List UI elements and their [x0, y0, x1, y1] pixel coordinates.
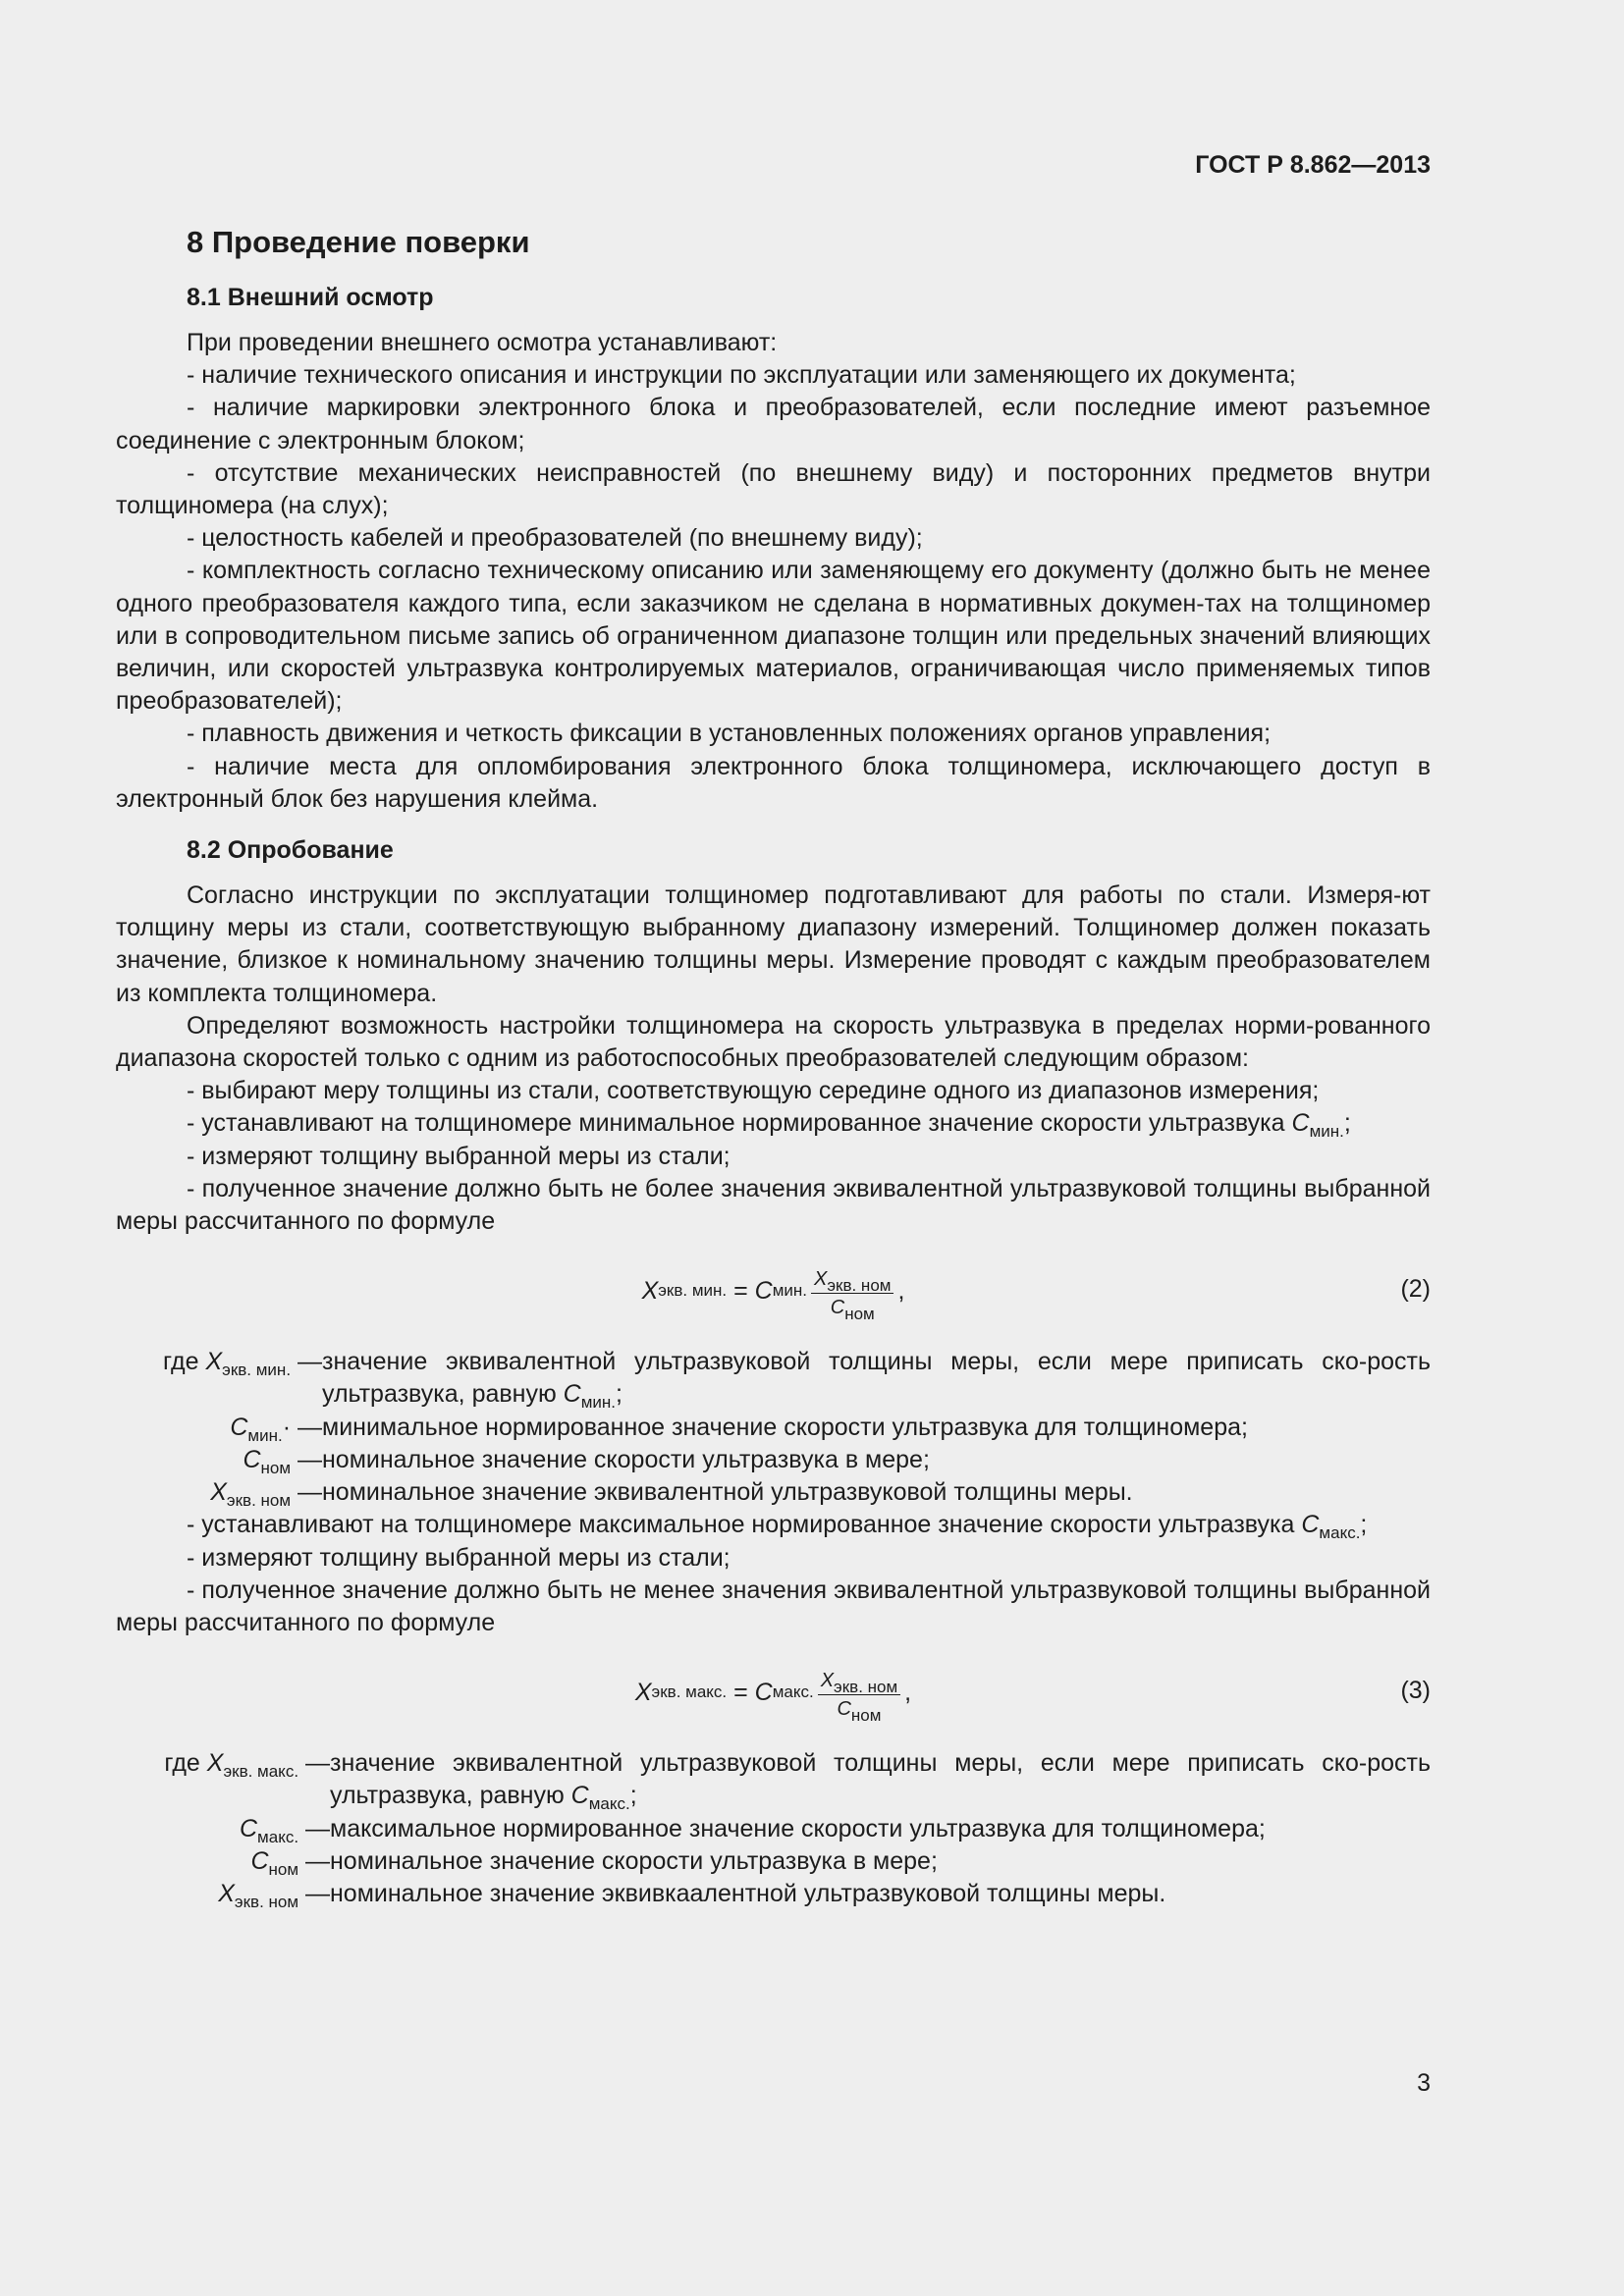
equation-number: (3)	[1400, 1677, 1431, 1705]
definition-row: $C_{ном}$ — номинальное значение скорости ультразвука в мере;	[250, 1846, 938, 1879]
list-item: - наличие технического описания и инструкции по эксплуатации или заменяющего их документа;	[187, 361, 1296, 390]
definition-row: $C_{макс.}$ — максимальное нормированное значение скорости ультразвука для толщиномера;	[239, 1814, 1266, 1846]
list-item: - полученное значение должно быть не более значения эквивалентной ультразвуковой толщины выбранной меры рассчитанного по формуле	[116, 1174, 1431, 1236]
fraction: $\frac{X_{экв. ном}}{C_{ном}}$	[818, 1667, 900, 1723]
subsection-title-8-2: 8.2 Опробование	[187, 836, 394, 865]
definition-row: $C_{ном}$ — номинальное значение скорости ультразвука в мере;	[243, 1445, 930, 1477]
definition-row: где $X_{экв. макс.}$ — значение эквивалентной ультразвуковой толщины меры, если мере приписать ско-рость ультразвука, равную $C_{макс.}$;	[164, 1749, 1431, 1814]
list-item: - измеряют толщину выбранной меры из стали;	[187, 1142, 731, 1170]
list-item: - отсутствие механических неисправностей (по внешнему виду) и посторонних предметов внутри толщиномера (на слух);	[116, 458, 1431, 520]
list-item: - целостность кабелей и преобразователей (по внешнему виду);	[187, 524, 923, 553]
fraction: $\frac{X_{экв. ном}}{C_{ном}}$	[811, 1265, 893, 1321]
definitions-list-3	[116, 1747, 1431, 1910]
page-number: 3	[1417, 2069, 1431, 2097]
section-title: 8 Проведение поверки	[187, 225, 530, 259]
list-item: - плавность движения и четкость фиксации в установленных положениях органов управления;	[187, 720, 1272, 748]
list-item: - выбирают меру толщины из стали, соответствующую середине одного из диапазонов измерения;	[187, 1077, 1320, 1105]
list-item: - комплектность согласно техническому описанию или заменяющему его документу (должно быть не менее одного преобразователя каждого типа, если заказчиком не сделана в нормативных докумен-тах на толщиномер или в сопроводительном письме запись об ограниченном диапазоне толщин или предельных значений влияющих величин, или скоростей ультразвука контролируемых материалов, ограничивающая число применяемых типов преобразователей);	[116, 557, 1431, 716]
definition-row: $C_{мин.}\cdot$ — минимальное нормированное значение скорости ультразвука для толщиномера;	[230, 1413, 1248, 1445]
page-content	[116, 222, 1431, 1910]
standard-code: ГОСТ Р 8.862—2013	[1195, 151, 1431, 179]
definition-row: $X_{экв. ном}$ — номинальное значение эквивалентной ультразвуковой толщины меры.	[210, 1478, 1133, 1511]
list-item: - измеряют толщину выбранной меры из стали;	[187, 1543, 731, 1572]
equation-number: (2)	[1400, 1275, 1431, 1304]
list-item: - устанавливают на толщиномере минимальное нормированное значение скорости ультразвука $C_{мин.}$;	[187, 1109, 1351, 1142]
subsection-title-8-1: 8.1 Внешний осмотр	[187, 284, 434, 311]
definition-row: где $X_{экв. мин.}$ — значение эквивалентной ультразвуковой толщины меры, если мере приписать ско-рость ультразвука, равную $C_{мин.}$;	[163, 1348, 1431, 1413]
definition-row: $X_{экв. ном}$ — номинальное значение эквивкаалентной ультразвуковой толщины меры.	[218, 1879, 1166, 1911]
paragraph: Согласно инструкции по эксплуатации толщиномер подготавливают для работы по стали. Измеря-ют толщину меры из стали, соответствующую выбранному диапазону измерений. Толщиномер должен показать значение, близкое к номинальному значению толщины меры. Измерение проводят с каждым преобразователем из комплекта толщиномера.	[116, 881, 1431, 1007]
list-item: - устанавливают на толщиномере максимальное нормированное значение скорости ультразвука $C_{макс.}$;	[187, 1511, 1368, 1543]
list-item: - наличие места для опломбирования электронного блока толщиномера, исключающего доступ в электронный блок без нарушения клейма.	[116, 752, 1431, 813]
list-item: - наличие маркировки электронного блока и преобразователей, если последние имеют разъемное соединение с электронным блоком;	[116, 394, 1431, 454]
paragraph: Определяют возможность настройки толщиномера на скорость ультразвука в пределах норми-рованного диапазона скоростей только с одним из работоспособных преобразователей следующим образом:	[116, 1011, 1431, 1073]
formula-2: X экв. мин. = C мин. $\frac{X_{экв. ном}}{C_{ном}}$ , (2)	[116, 1244, 1431, 1338]
formula-3: X экв. макс. = C макс. $\frac{X_{экв. ном}}{C_{ном}}$ , (3)	[116, 1645, 1431, 1739]
list-item: - полученное значение должно быть не менее значения эквивалентной ультразвуковой толщины выбранной меры рассчитанного по формуле	[116, 1575, 1431, 1636]
paragraph: При проведении внешнего осмотра устанавливают:	[187, 329, 778, 356]
definitions-list-2	[116, 1346, 1431, 1509]
